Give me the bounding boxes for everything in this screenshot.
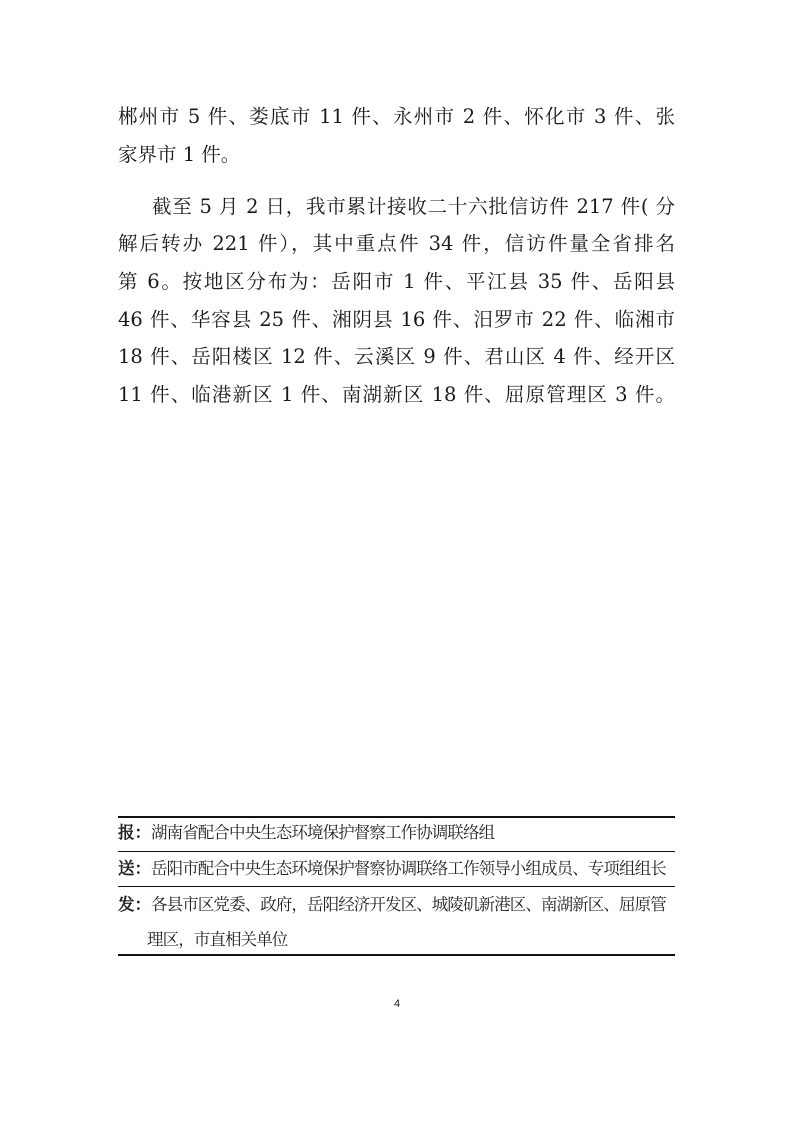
report-label: 报： [118, 823, 151, 842]
report-to: 湖南省配合中央生态环境保护督察工作协调联络组 [151, 823, 495, 842]
send-label: 送： [118, 859, 151, 878]
body-line: 截至 5 月 2 日，我市累计接收二十六批信访件 217 件( 分 [152, 195, 675, 218]
page-number: 4 [393, 998, 401, 1010]
send-to-line [118, 856, 675, 882]
body-line: 第 6。按地区分布为：岳阳市 1 件、平江县 35 件、岳阳县 [118, 270, 675, 293]
issue-to-continued: 理区，市直相关单位 [147, 930, 288, 949]
issue-label: 发： [118, 895, 151, 914]
send-to: 岳阳市配合中央生态环境保护督察协调联络工作领导小组成员、专项组组长 [151, 859, 666, 878]
issue-to-line [118, 892, 675, 918]
divider [118, 816, 675, 818]
report-to-line [118, 820, 675, 846]
body-line: 家界市 1 件。 [118, 143, 241, 166]
body-line: 11 件、临港新区 1 件、南湖新区 18 件、屈原管理区 3 件。 [118, 383, 675, 406]
divider [118, 954, 675, 956]
body-line: 郴州市 5 件、娄底市 11 件、永州市 2 件、怀化市 3 件、张 [118, 105, 675, 128]
body-line: 解后转办 221 件），其中重点件 34 件，信访件量全省排名 [118, 232, 675, 255]
body-line: 18 件、岳阳楼区 12 件、云溪区 9 件、君山区 4 件、经开区 [118, 345, 675, 368]
body-line: 46 件、华容县 25 件、湘阴县 16 件、汨罗市 22 件、临湘市 [118, 308, 675, 331]
divider [118, 851, 675, 852]
divider [118, 886, 675, 887]
issue-to: 各县市区党委、政府，岳阳经济开发区、城陵矶新港区、南湖新区、屈原管 [151, 895, 666, 914]
